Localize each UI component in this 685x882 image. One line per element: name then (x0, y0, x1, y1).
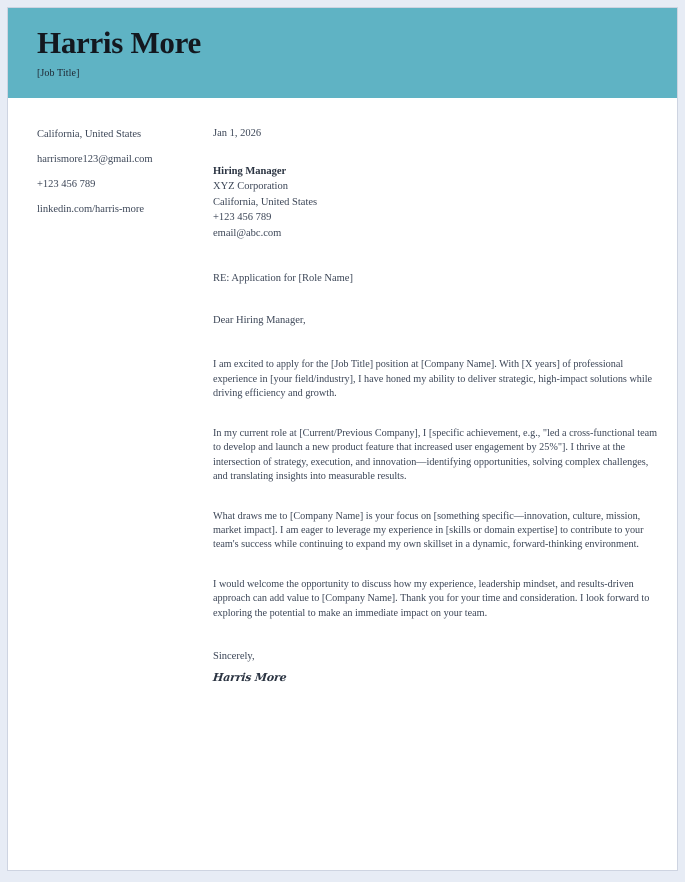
header-banner (8, 8, 677, 98)
applicant-job-title: [Job Title] (37, 68, 80, 80)
body-paragraph-1: I am excited to apply for the [Job Title] position at [Company Name]. With [X years] of professional experience in [your field/industry], I have honed my ability to deliver strategic, high-impact solutions while driving efficiency and growth. (213, 359, 653, 400)
recipient-company: XYZ Corporation (213, 181, 288, 193)
signoff: Sincerely, (213, 651, 255, 663)
document-body (8, 98, 677, 686)
contact-location: California, United States (37, 129, 142, 140)
recipient-block (213, 164, 661, 241)
recipient-name: Hiring Manager (213, 166, 287, 177)
contact-phone: +123 456 789 (37, 179, 96, 191)
contact-email: harrismore123@gmail.com (37, 154, 153, 166)
subject-line: RE: Application for [Role Name] (213, 273, 353, 285)
applicant-name: Harris More (37, 24, 201, 60)
letter-column (210, 128, 677, 686)
signature: Harris More (212, 671, 288, 685)
recipient-email: email@abc.com (213, 227, 282, 239)
body-paragraph-3: What draws me to [Company Name] is your focus on [something specific—innovation, culture, mission, market impact]. I am eager to leverage my experience in [skills or domain expertise] to contribute to your team's success while continuing to expand my own skillset in a dynamic, forward-thinking environment. (213, 510, 644, 551)
letter-date: Jan 1, 2026 (213, 128, 262, 139)
contact-linkedin: linkedin.com/harris-more (37, 204, 145, 216)
salutation: Dear Hiring Manager, (213, 315, 306, 327)
body-paragraph-4: I would welcome the opportunity to discuss how my experience, leadership mindset, and results-driven approach can add value to [Company Name]. Thank you for your time and consideration. I look forward to exploring the potential to make an immediate impact on your team. (213, 578, 650, 619)
body-paragraph-2: In my current role at [Current/Previous Company], I [specific achievement, e.g., "led a cross-functional team to develop and launch a new product feature that increased user engagement by 25%"]. I thrive at the intersection of strategy, execution, and innovation—identifying opportunities, solving complex challenges, and translating insights into measurable results. (213, 427, 658, 483)
recipient-phone: +123 456 789 (213, 212, 272, 224)
recipient-location: California, United States (213, 196, 318, 208)
contact-sidebar (8, 128, 210, 686)
cover-letter-page (8, 8, 677, 870)
